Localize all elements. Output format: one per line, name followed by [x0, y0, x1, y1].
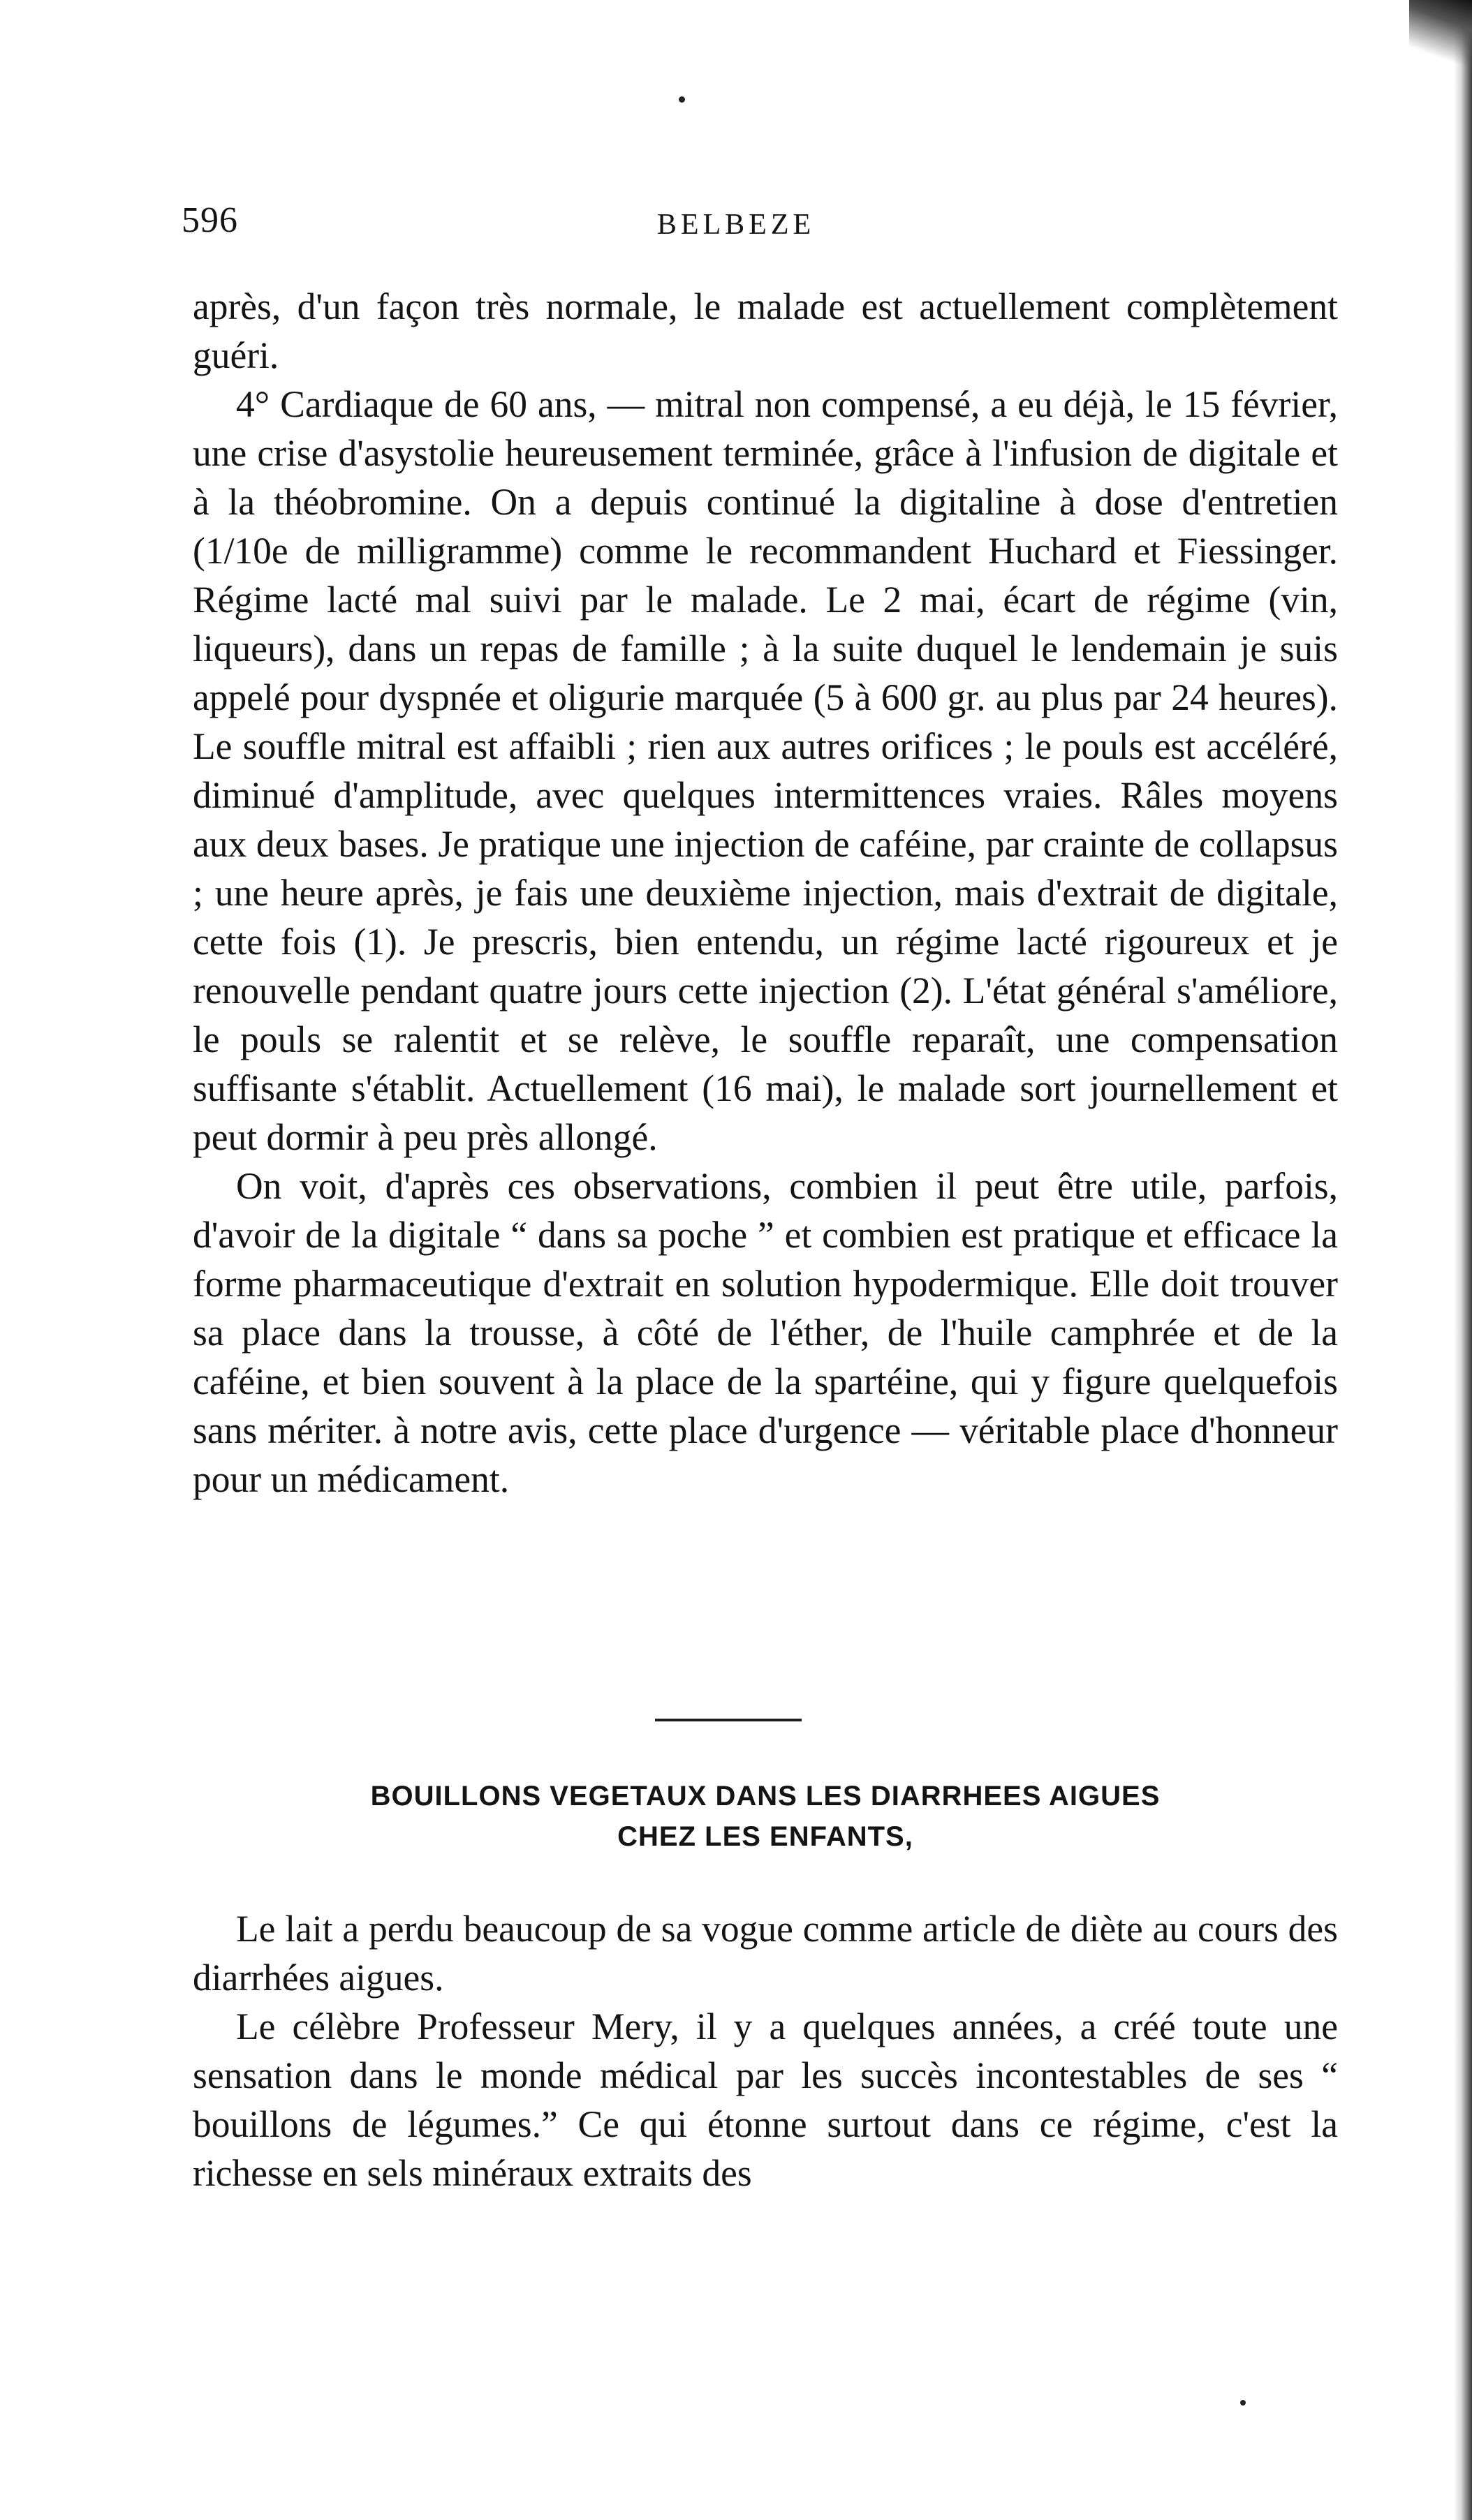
- section-body-text: [193, 1904, 1338, 2197]
- print-speck: [1240, 2400, 1246, 2406]
- section-heading-line-2: CHEZ LES ENFANTS,: [617, 1821, 913, 1852]
- paragraph-case-4: 4° Cardiaque de 60 ans, — mitral non compensé, a eu déjà, le 15 février, une crise d'asystolie heureusement terminée, grâce à l'infusion de digitale et à la théobromine. On a depuis continué la digitaline à dose d'entretien (1/10e de milligramme) comme le recommandent Huchard et Fiessinger. Régime lacté mal suivi par le malade. Le 2 mai, écart de régime (vin, liqueurs), dans un repas de famille ; à la suite duquel le lendemain je suis appelé pour dyspnée et oligurie marquée (5 à 600 gr. au plus par 24 heures). Le souffle mitral est affaibli ; rien aux autres orifices ; le pouls est accéléré, diminué d'amplitude, avec quelques intermittences vraies. Râles moyens aux deux bases. Je pratique une injection de caféine, par crainte de collapsus ; une heure après, je fais une deuxième injection, mais d'extrait de digitale, cette fois (1). Je prescris, bien entendu, un régime lacté rigoureux et je renouvelle pendant quatre jours cette injection (2). L'état général s'améliore, le pouls se ralentit et se relève, le souffle reparaît, une compensation suffisante s'établit. Actuellement (16 mai), le malade sort journellement et peut dormir à peu près allongé.: [193, 383, 1338, 1158]
- print-speck: [679, 96, 685, 103]
- section-paragraph-1: Le lait a perdu beaucoup de sa vogue comme article de diète au cours des diarrhées aigues.: [193, 1908, 1338, 1999]
- body-text: [193, 282, 1338, 1504]
- section-heading: [193, 1776, 1338, 1857]
- section-heading-line-1: BOUILLONS VEGETAUX DANS LES DIARRHEES AIGUES: [370, 1781, 1161, 1811]
- scan-corner-artifact: [1409, 0, 1472, 77]
- section-paragraph-2: Le célèbre Professeur Mery, il y a quelques années, a créé toute une sensation dans le monde médical par les succès incontestables de ses “ bouillons de légumes.” Ce qui étonne surtout dans ce régime, c'est la richesse en sels minéraux extraits des: [193, 2006, 1338, 2194]
- page-edge-shadow: [1454, 0, 1472, 2520]
- section-divider: [655, 1719, 802, 1721]
- paragraph-continuation: après, d'un façon très normale, le malade est actuellement complètement guéri.: [193, 286, 1338, 376]
- running-title: BELBEZE: [656, 209, 816, 241]
- page-number: 596: [182, 200, 238, 240]
- paragraph-conclusion: On voit, d'après ces observations, combien il peut être utile, parfois, d'avoir de la digitale “ dans sa poche ” et combien est pratique et efficace la forme pharmaceutique d'extrait en solution hypodermique. Elle doit trouver sa place dans la trousse, à côté de l'éther, de l'huile camphrée et de la caféine, et bien souvent à la place de la spartéine, qui y figure quelquefois sans mériter. à notre avis, cette place d'urgence — véritable place d'honneur pour un médicament.: [193, 1165, 1338, 1500]
